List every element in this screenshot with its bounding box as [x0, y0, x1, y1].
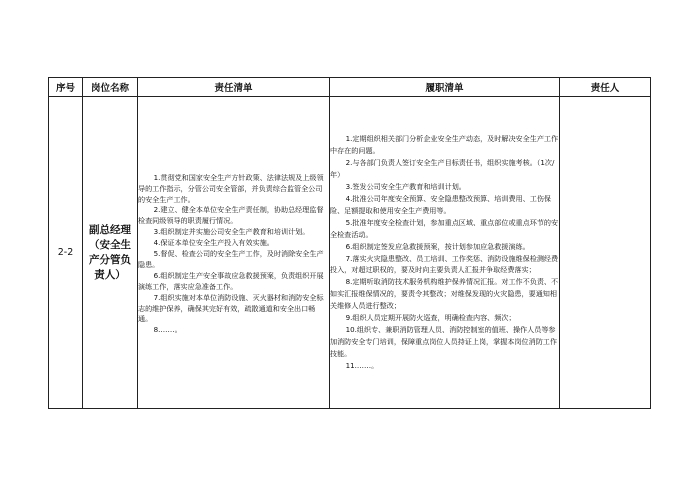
performance-item: 4.批准公司年度安全预算、安全隐患整改预算、培训费用、工伤保险、足额提取和使用安全生产费用等。 [330, 193, 552, 215]
responsibility-table [48, 77, 651, 409]
responsibility-item: 6.组织制定生产安全事故应急救援预案，负责组织开展演练工作，落实应急准备工作。 [138, 270, 324, 291]
performance-item: 11.……。 [345, 360, 379, 370]
position-line: 责人） [94, 268, 126, 281]
responsibility-item: 2.建立、健全本单位安全生产责任制，协助总经理监督检查同级领导的职责履行情况。 [138, 205, 324, 226]
header-position: 岗位名称 [83, 78, 138, 97]
row-number: 2-2 [49, 97, 83, 409]
responsibility-item: 7.组织实施对本单位消防设施、灭火器材和消防安全标志的维护保养，确保其完好有效，疏散通道和安全出口畅通。 [138, 292, 324, 324]
performance-item: 5.批准年度安全检查计划，参加重点区域、重点部位或重点环节的安全检查活动。 [330, 217, 559, 239]
header-responsibility-list: 责任清单 [138, 78, 330, 97]
position-line: 副总经理 [89, 223, 131, 236]
performance-item: 7.落实火灾隐患整改、员工培训、工作奖惩、消防设施维保检测经费投入，对超过职权的，要及时向主要负责人汇报并争取经费落实； [330, 253, 559, 275]
performance-item: 10.组织专、兼职消防管理人员、消防控制室的值班、操作人员等参加消防安全专门培训，保障重点岗位人员持证上岗，掌握本岗位消防工作技能。 [330, 324, 557, 358]
performance-cell [330, 97, 560, 409]
responsible-person-cell [560, 97, 651, 409]
performance-item: 2.与各部门负责人签订安全生产目标责任书，组织实施考核。（1次/年） [330, 158, 555, 180]
performance-item: 6.组织制定签发应急救援预案，按计划参加应急救援演练。 [345, 241, 530, 251]
responsibility-item: 1.贯彻党和国家安全生产方针政策、法律法规及上级领导的工作指示，分管公司安全管部，并负责综合监管全公司的安全生产工作。 [138, 172, 324, 204]
responsibility-item: 5.督促、检查公司的安全生产工作，及时消除安全生产隐患。 [138, 249, 324, 269]
performance-item: 3.签发公司安全生产教育和培训计划。 [345, 182, 466, 192]
performance-item: 8.定期听取消防技术服务机构维护保养情况汇报。对工作不负责、不如实汇报维保情况的，要责令其整改；对维保发现的火灾隐患，要通知相关维修人员进行整改； [330, 277, 559, 311]
position-line: 产分管负 [89, 253, 131, 266]
responsibility-cell [138, 97, 330, 409]
header-row [49, 78, 651, 97]
performance-item: 9.组织人员定期开展防火巡查，明确检查内容、频次； [345, 313, 516, 323]
header-number: 序号 [49, 78, 83, 97]
responsibility-item: 4.保证本单位安全生产投入有效实施。 [153, 238, 274, 248]
responsibility-item: 3.组织制定并实施公司安全生产教育和培训计划。 [153, 227, 310, 237]
position-name [83, 97, 138, 409]
table-row [49, 97, 651, 409]
responsibility-item: 8.……。 [153, 325, 182, 335]
header-responsible-person: 责任人 [560, 78, 651, 97]
header-performance-list: 履职清单 [330, 78, 560, 97]
position-line: （安全生 [89, 238, 131, 251]
performance-item: 1.定期组织相关部门分析企业安全生产动态，及时解决安全生产工作中存在的问题。 [330, 134, 559, 156]
